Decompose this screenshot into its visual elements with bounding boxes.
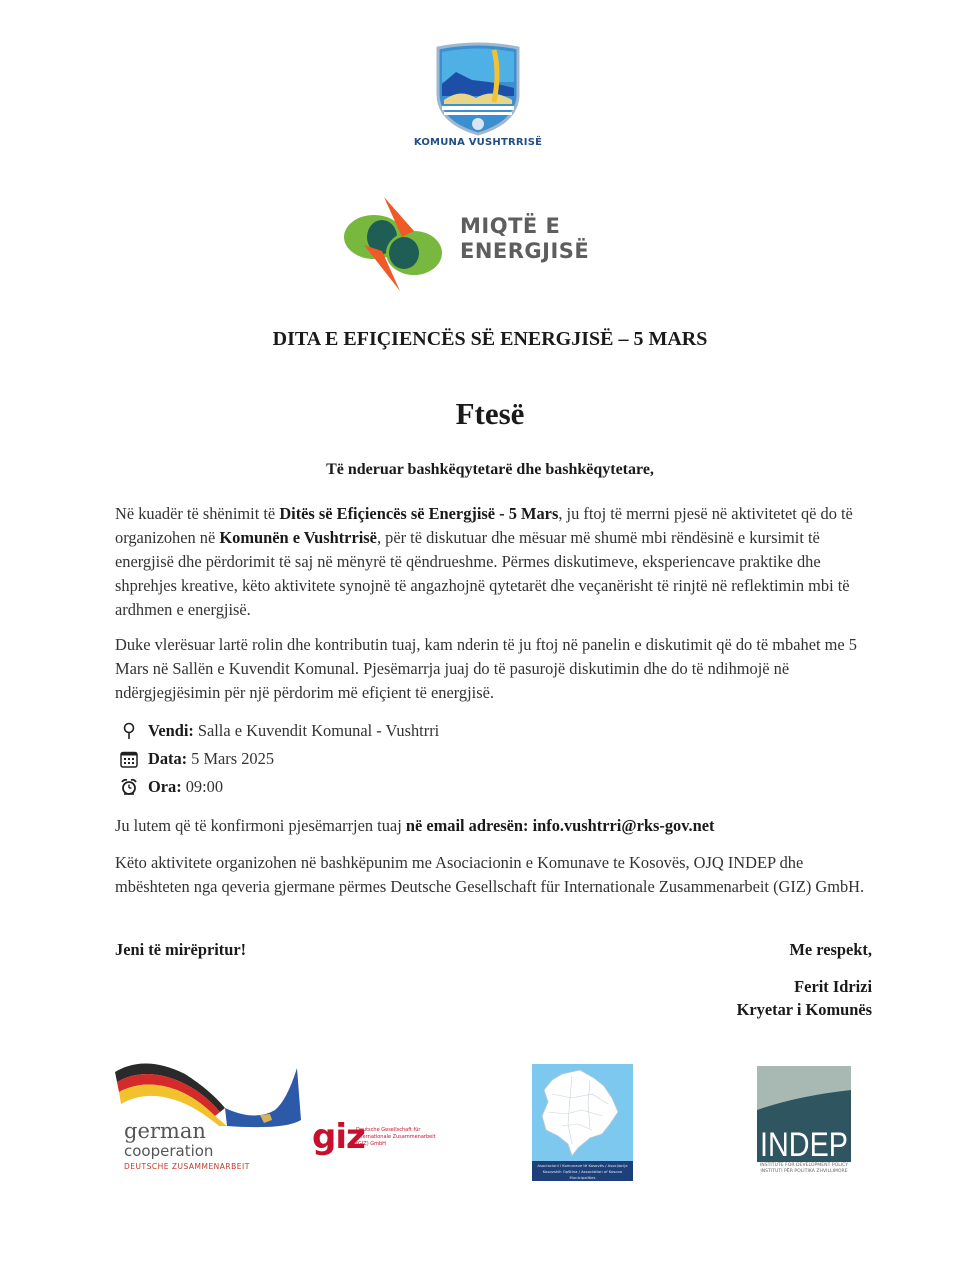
time-value: 09:00 xyxy=(185,777,224,796)
municipality-emphasis: Komunën e Vushtrrisë xyxy=(219,528,377,547)
detail-venue xyxy=(118,719,439,743)
calendar-icon xyxy=(118,749,140,769)
indep-wordmark: INDEP xyxy=(760,1126,848,1164)
signer-name: Ferit Idrizi xyxy=(794,977,872,996)
intro-paragraph xyxy=(115,502,875,622)
municipality-name: KOMUNA VUSHTRRISË xyxy=(413,137,543,148)
document-title: DITA E EFIÇIENCËS SË ENERGJISË – 5 MARS xyxy=(272,328,708,350)
energy-friends-logo-text xyxy=(460,214,589,264)
welcome-text: Jeni të mirëpritur! xyxy=(115,940,247,959)
association-kosovo-municipalities-logo xyxy=(532,1064,633,1181)
indep-logo-subtitle xyxy=(757,1163,851,1175)
map-pin-icon xyxy=(118,721,140,741)
indep-logo xyxy=(757,1066,851,1162)
german-kosovo-flag-ribbon xyxy=(115,1060,305,1128)
logo-line-2: ENERGJISË xyxy=(460,239,590,263)
time-label: Ora: xyxy=(148,777,182,796)
german-cooperation-word-german: german xyxy=(124,1119,206,1143)
date-label: Data: xyxy=(148,749,188,768)
alarm-clock-icon xyxy=(118,777,140,797)
indep-subtitle-en: INSTITUTE FOR DEVELOPMENT POLICY xyxy=(759,1163,849,1168)
closing-regards: Me respekt, xyxy=(789,940,872,959)
text: Ju lutem që të konfirmoni pjesëmarrjen tuaj xyxy=(115,816,406,835)
panel-invitation-paragraph: Duke vlerësuar lartë rolin dhe kontributin tuaj, kam nderin të ju ftoj në panelin e diskutimit që do të mbahet me 5 Mars në Sallën e Kuvendit Komunal. Pjesëmarrja juaj do të pasurojë diskutimin dhe do të ndihmojë në ndërgjegjësimin për një përdorim më efiçient të energjisë. xyxy=(115,635,857,702)
text: , ju ftoj të merrni pjesë në aktivitetet që do të organizohen në xyxy=(115,504,853,547)
event-name: Ditës së Efiçiencës së Energjisë - 5 Mars xyxy=(279,504,559,523)
municipality-crest-logo xyxy=(434,42,522,136)
text: Në kuadër të shënimit të xyxy=(115,504,280,523)
detail-time xyxy=(118,775,223,799)
indep-subtitle-sq: INSTITUTI PËR POLITIKA ZHVILLIMORE xyxy=(760,1169,848,1174)
venue-value: Salla e Kuvendit Komunal - Vushtrri xyxy=(197,721,440,740)
giz-logo: giz xyxy=(312,1117,365,1157)
giz-logo-subtitle: Deutsche Gesellschaft für Internationale Zusammenarbeit (GIZ) GmbH xyxy=(356,1127,436,1147)
invitation-heading: Ftesë xyxy=(455,396,525,431)
rsvp-email[interactable]: në email adresën: info.vushtrri@rks-gov.net xyxy=(405,816,715,835)
partners-paragraph: Këto aktivitete organizohen në bashkëpunim me Asociacionin e Komunave te Kosovës, OJQ INDEP dhe mbështeten nga qeveria gjermane përmes Deutsche Gesellschaft für Internationale Zusammenarbeit (GIZ) GmbH. xyxy=(115,853,865,896)
venue-label: Vendi: xyxy=(148,721,194,740)
detail-date xyxy=(118,747,274,771)
german-cooperation-subtitle: DEUTSCHE ZUSAMMENARBEIT xyxy=(124,1162,250,1171)
signer-title: Kryetar i Komunës xyxy=(736,1000,872,1019)
rsvp-paragraph xyxy=(115,814,875,838)
kosovo-map-icon xyxy=(532,1064,633,1161)
salutation: Të nderuar bashkëqytetarë dhe bashkëqytetare, xyxy=(326,461,654,478)
akk-logo-caption: Asociacioni i Komunave të Kosovës / Asocijacija Kosovskih Opština / Association of Kosovo Municipalities xyxy=(532,1161,633,1181)
german-cooperation-word-cooperation: cooperation xyxy=(124,1142,214,1160)
date-value: 5 Mars 2025 xyxy=(191,749,275,768)
energy-friends-logo-mark xyxy=(342,195,444,295)
text: , për të diskutuar dhe mësuar më shumë mbi rëndësinë e kursimit të energjisë dhe përdorimit të saj në mënyrë të qëndrueshme. Përmes diskutimeve, eksperiencave praktike dhe shprehjes kreative, këto aktivitete synojnë të angazhojnë qytetarët dhe veçanërisht të rinjtë në reflektimin mbi të ardhmen e energjisë. xyxy=(115,528,850,619)
logo-line-1: MIQTË E xyxy=(460,214,561,238)
